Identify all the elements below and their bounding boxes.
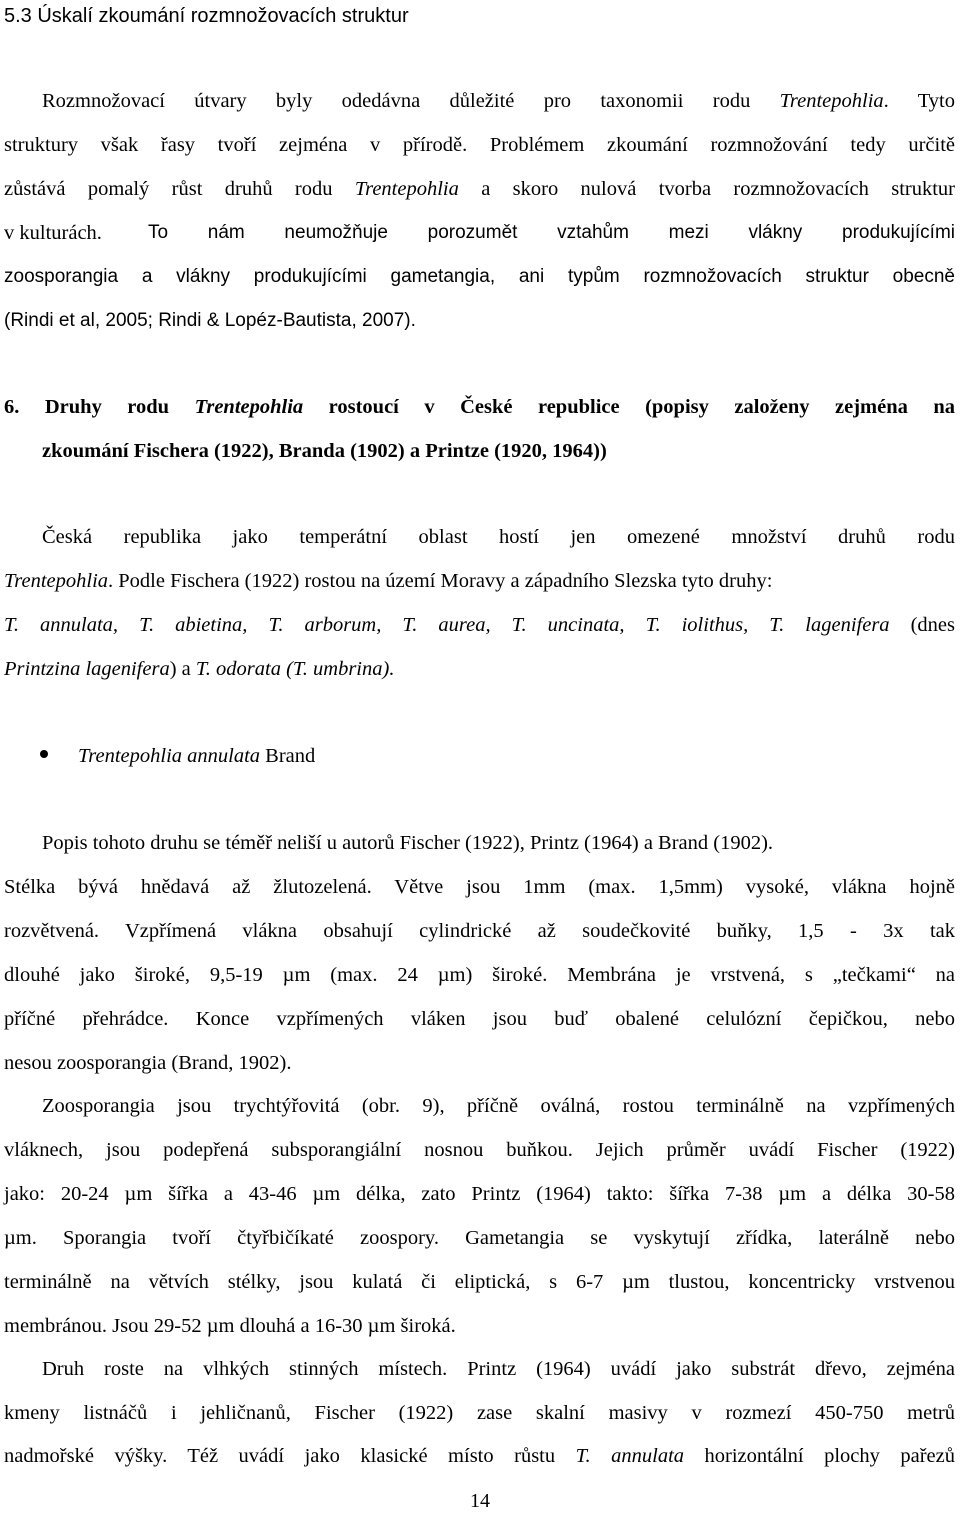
text-line: zoosporangia a vlákny produkujícími gametangia, ani typům rozmnožovacích struktur obecně (4, 266, 955, 287)
bullet-icon (40, 750, 48, 758)
text-line: Popis tohoto druhu se téměř neliší u autorů Fischer (1922), Printz (1964) a Brand (1902). (42, 832, 774, 854)
species-name: Trentepohlia annulata Brand (78, 745, 316, 767)
text-line: membránou. Jsou 29-52 µm dlouhá a 16-30 µm široká. (4, 1315, 456, 1337)
text-line: jako: 20-24 µm šířka a 43-46 µm délka, zato Printz (1964) takto: šířka 7-38 µm a délka 30-58 (4, 1183, 955, 1205)
text-line: Printzina lagenifera) a T. odorata (T. umbrina). (4, 658, 395, 680)
text-line: vláknech, jsou podepřená subsporangiální nosnou buňkou. Jejich průměr uvádí Fischer (1922) (4, 1139, 955, 1161)
text-line: dlouhé jako široké, 9,5-19 µm (max. 24 µm) široké. Membrána je vrstvená, s „tečkami“ na (4, 964, 955, 986)
text-line: Druh roste na vlhkých stinných místech. Printz (1964) uvádí jako substrát dřevo, zejména (42, 1358, 955, 1380)
text-line: rozvětvená. Vzpřímená vlákna obsahují cylindrické až soudečkovité buňky, 1,5 - 3x tak (4, 920, 955, 942)
text-line: kmeny listnáčů i jehličnanů, Fischer (1922) zase skalní masivy v rozmezí 450-750 metrů (4, 1402, 955, 1424)
text-line: příčné přehrádce. Konce vzpřímených vláken jsou buď obalené celulózní čepičkou, nebo (4, 1008, 955, 1030)
text-line: Trentepohlia. Podle Fischera (1922) rostou na území Moravy a západního Slezska tyto druhy: (4, 570, 773, 592)
text-line: Stélka bývá hnědavá až žlutozelená. Větve jsou 1mm (max. 1,5mm) vysoké, vlákna hojně (4, 876, 955, 898)
text-line: µm. Sporangia tvoří čtyřbičíkaté zoospory. Gametangia se vyskytují zřídka, laterálně nebo (4, 1227, 955, 1249)
text-line: To nám neumožňuje porozumět vztahům mezi vlákny produkujícími (148, 222, 955, 243)
text-line: struktury však řasy tvoří zejména v přírodě. Problémem zkoumání rozmnožování tedy určitě (4, 134, 955, 156)
text-line: v kulturách. (4, 222, 102, 244)
text-line: (Rindi et al, 2005; Rindi & Lopéz-Bautista, 2007). (4, 310, 416, 331)
text-line: Zoosporangia jsou trychtýřovitá (obr. 9), příčně oválná, rostou terminálně na vzpřímených (42, 1095, 955, 1117)
text-line: nadmořské výšky. Též uvádí jako klasické místo růstu T. annulata horizontální plochy pařezů (4, 1445, 955, 1467)
section-title: 5.3 Úskalí zkoumání rozmnožovacích struktur (4, 5, 409, 27)
page-number: 14 (470, 1490, 490, 1512)
chapter-heading-line: 6. Druhy rodu Trentepohlia rostoucí v České republice (popisy založeny zejména na (4, 396, 955, 418)
text-line: terminálně na větvích stélky, jsou kulatá či eliptická, s 6-7 µm tlustou, koncentricky vrstvenou (4, 1271, 955, 1293)
text-line: zůstává pomalý růst druhů rodu Trentepohlia a skoro nulová tvorba rozmnožovacích struktur (4, 178, 955, 200)
text-line: Česká republika jako temperátní oblast hostí jen omezené množství druhů rodu (42, 526, 955, 548)
text-line: T. annulata, T. abietina, T. arborum, T. aurea, T. uncinata, T. iolithus, T. lagenifera (dnes (4, 614, 955, 636)
text-line: nesou zoosporangia (Brand, 1902). (4, 1052, 292, 1074)
chapter-heading-line: zkoumání Fischera (1922), Branda (1902) a Printze (1920, 1964)) (42, 440, 607, 462)
text-line: Rozmnožovací útvary byly odedávna důležité pro taxonomii rodu Trentepohlia. Tyto (42, 90, 955, 112)
